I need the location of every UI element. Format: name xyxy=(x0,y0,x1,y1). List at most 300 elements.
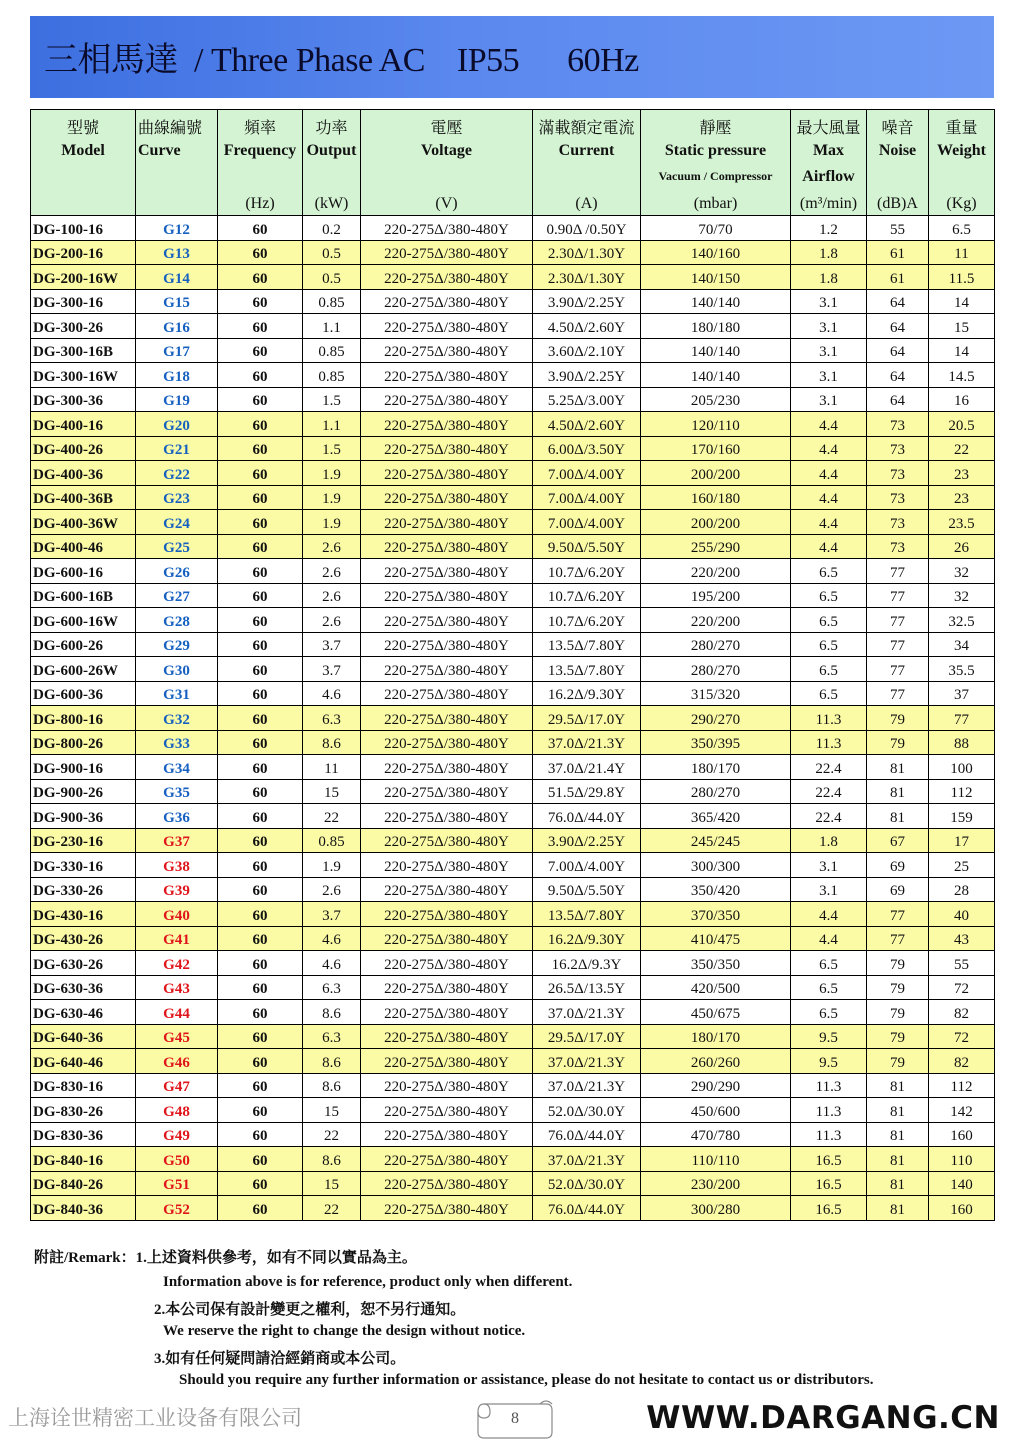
weight-cell: 112 xyxy=(929,779,995,804)
noise-cell: 79 xyxy=(867,951,929,976)
table-row xyxy=(31,289,995,314)
weight-cell: 110 xyxy=(929,1147,995,1172)
frequency-cell: 60 xyxy=(218,632,303,657)
table-row xyxy=(31,387,995,412)
model-cell: DG-600-26 xyxy=(31,632,136,657)
output-cell: 1.1 xyxy=(303,314,361,339)
model-cell: DG-330-26 xyxy=(31,877,136,902)
pressure-cell: 200/200 xyxy=(641,461,791,486)
curve-cell: G32 xyxy=(136,706,218,731)
pressure-cell: 140/150 xyxy=(641,265,791,290)
current-cell: 7.00Δ/4.00Y xyxy=(533,485,641,510)
frequency-cell: 60 xyxy=(218,804,303,829)
output-cell: 2.6 xyxy=(303,583,361,608)
table-row xyxy=(31,951,995,976)
output-cell: 2.6 xyxy=(303,877,361,902)
col-header-voltage: 電壓 Voltage (V) xyxy=(361,110,533,216)
weight-cell: 82 xyxy=(929,1000,995,1025)
pressure-cell: 300/280 xyxy=(641,1196,791,1221)
curve-cell: G27 xyxy=(136,583,218,608)
model-cell: DG-630-46 xyxy=(31,1000,136,1025)
output-cell: 1.5 xyxy=(303,387,361,412)
voltage-cell: 220-275Δ/380-480Y xyxy=(361,510,533,535)
pressure-cell: 420/500 xyxy=(641,975,791,1000)
pressure-cell: 220/200 xyxy=(641,608,791,633)
pressure-cell: 450/600 xyxy=(641,1098,791,1123)
frequency-cell: 60 xyxy=(218,240,303,265)
airflow-cell: 3.1 xyxy=(791,363,867,388)
current-cell: 16.2Δ/9.30Y xyxy=(533,926,641,951)
pressure-cell: 200/200 xyxy=(641,510,791,535)
curve-cell: G13 xyxy=(136,240,218,265)
voltage-cell: 220-275Δ/380-480Y xyxy=(361,534,533,559)
noise-cell: 64 xyxy=(867,387,929,412)
airflow-cell: 22.4 xyxy=(791,779,867,804)
weight-cell: 14.5 xyxy=(929,363,995,388)
airflow-cell: 9.5 xyxy=(791,1024,867,1049)
table-row xyxy=(31,681,995,706)
pressure-cell: 280/270 xyxy=(641,779,791,804)
voltage-cell: 220-275Δ/380-480Y xyxy=(361,265,533,290)
current-cell: 13.5Δ/7.80Y xyxy=(533,902,641,927)
table-row xyxy=(31,877,995,902)
curve-cell: G14 xyxy=(136,265,218,290)
current-cell: 0.90Δ /0.50Y xyxy=(533,216,641,241)
current-cell: 37.0Δ/21.4Y xyxy=(533,755,641,780)
frequency-cell: 60 xyxy=(218,387,303,412)
output-cell: 6.3 xyxy=(303,706,361,731)
table-row xyxy=(31,265,995,290)
noise-cell: 73 xyxy=(867,412,929,437)
noise-cell: 79 xyxy=(867,706,929,731)
table-row xyxy=(31,583,995,608)
curve-cell: G51 xyxy=(136,1171,218,1196)
curve-cell: G39 xyxy=(136,877,218,902)
current-cell: 13.5Δ/7.80Y xyxy=(533,657,641,682)
pressure-cell: 370/350 xyxy=(641,902,791,927)
curve-cell: G43 xyxy=(136,975,218,1000)
noise-cell: 77 xyxy=(867,681,929,706)
voltage-cell: 220-275Δ/380-480Y xyxy=(361,730,533,755)
table-row xyxy=(31,730,995,755)
airflow-cell: 6.5 xyxy=(791,583,867,608)
voltage-cell: 220-275Δ/380-480Y xyxy=(361,804,533,829)
remark-3-zh: 3.如有任何疑問請洽經銷商或本公司。 xyxy=(154,1351,406,1367)
table-row xyxy=(31,1024,995,1049)
pressure-cell: 260/260 xyxy=(641,1049,791,1074)
noise-cell: 77 xyxy=(867,632,929,657)
frequency-cell: 60 xyxy=(218,681,303,706)
frequency-cell: 60 xyxy=(218,755,303,780)
curve-cell: G45 xyxy=(136,1024,218,1049)
current-cell: 7.00Δ/4.00Y xyxy=(533,510,641,535)
airflow-cell: 3.1 xyxy=(791,387,867,412)
curve-cell: G16 xyxy=(136,314,218,339)
noise-cell: 73 xyxy=(867,436,929,461)
table-row xyxy=(31,412,995,437)
noise-cell: 79 xyxy=(867,730,929,755)
curve-cell: G15 xyxy=(136,289,218,314)
airflow-cell: 3.1 xyxy=(791,314,867,339)
current-cell: 10.7Δ/6.20Y xyxy=(533,608,641,633)
airflow-cell: 16.5 xyxy=(791,1147,867,1172)
col-header-airflow: 最大風量 Max Airflow (m³/min) xyxy=(791,110,867,216)
table-row xyxy=(31,510,995,535)
current-cell: 16.2Δ/9.3Y xyxy=(533,951,641,976)
model-cell: DG-300-16 xyxy=(31,289,136,314)
airflow-cell: 4.4 xyxy=(791,926,867,951)
pressure-cell: 350/395 xyxy=(641,730,791,755)
pressure-cell: 245/245 xyxy=(641,828,791,853)
model-cell: DG-200-16 xyxy=(31,240,136,265)
frequency-cell: 60 xyxy=(218,485,303,510)
curve-cell: G44 xyxy=(136,1000,218,1025)
weight-cell: 82 xyxy=(929,1049,995,1074)
output-cell: 3.7 xyxy=(303,657,361,682)
frequency-cell: 60 xyxy=(218,706,303,731)
voltage-cell: 220-275Δ/380-480Y xyxy=(361,657,533,682)
pressure-cell: 220/200 xyxy=(641,559,791,584)
current-cell: 51.5Δ/29.8Y xyxy=(533,779,641,804)
voltage-cell: 220-275Δ/380-480Y xyxy=(361,461,533,486)
page-title: 三相馬達 / Three Phase AC IP55 60Hz xyxy=(44,42,639,79)
pressure-cell: 470/780 xyxy=(641,1122,791,1147)
weight-cell: 6.5 xyxy=(929,216,995,241)
pressure-cell: 180/170 xyxy=(641,1024,791,1049)
frequency-cell: 60 xyxy=(218,534,303,559)
pressure-cell: 450/675 xyxy=(641,1000,791,1025)
curve-cell: G34 xyxy=(136,755,218,780)
output-cell: 4.6 xyxy=(303,951,361,976)
output-cell: 2.6 xyxy=(303,534,361,559)
weight-cell: 15 xyxy=(929,314,995,339)
output-cell: 0.5 xyxy=(303,265,361,290)
curve-cell: G21 xyxy=(136,436,218,461)
curve-cell: G50 xyxy=(136,1147,218,1172)
current-cell: 13.5Δ/7.80Y xyxy=(533,632,641,657)
frequency-cell: 60 xyxy=(218,951,303,976)
pressure-cell: 140/140 xyxy=(641,363,791,388)
voltage-cell: 220-275Δ/380-480Y xyxy=(361,1147,533,1172)
curve-cell: G12 xyxy=(136,216,218,241)
model-cell: DG-900-26 xyxy=(31,779,136,804)
current-cell: 37.0Δ/21.3Y xyxy=(533,1147,641,1172)
voltage-cell: 220-275Δ/380-480Y xyxy=(361,1049,533,1074)
voltage-cell: 220-275Δ/380-480Y xyxy=(361,951,533,976)
airflow-cell: 6.5 xyxy=(791,657,867,682)
frequency-cell: 60 xyxy=(218,338,303,363)
airflow-cell: 3.1 xyxy=(791,877,867,902)
pressure-cell: 410/475 xyxy=(641,926,791,951)
voltage-cell: 220-275Δ/380-480Y xyxy=(361,387,533,412)
frequency-cell: 60 xyxy=(218,1147,303,1172)
output-cell: 1.9 xyxy=(303,510,361,535)
table-row xyxy=(31,706,995,731)
airflow-cell: 9.5 xyxy=(791,1049,867,1074)
company-name: 上海诠世精密工业设备有限公司 xyxy=(8,1406,302,1430)
noise-cell: 77 xyxy=(867,608,929,633)
output-cell: 8.6 xyxy=(303,1147,361,1172)
curve-cell: G22 xyxy=(136,461,218,486)
frequency-cell: 60 xyxy=(218,216,303,241)
weight-cell: 35.5 xyxy=(929,657,995,682)
voltage-cell: 220-275Δ/380-480Y xyxy=(361,632,533,657)
model-cell: DG-400-46 xyxy=(31,534,136,559)
table-row xyxy=(31,436,995,461)
output-cell: 15 xyxy=(303,779,361,804)
title-banner xyxy=(30,16,994,98)
curve-cell: G38 xyxy=(136,853,218,878)
curve-cell: G40 xyxy=(136,902,218,927)
weight-cell: 20.5 xyxy=(929,412,995,437)
airflow-cell: 6.5 xyxy=(791,951,867,976)
frequency-cell: 60 xyxy=(218,730,303,755)
voltage-cell: 220-275Δ/380-480Y xyxy=(361,608,533,633)
weight-cell: 72 xyxy=(929,975,995,1000)
weight-cell: 100 xyxy=(929,755,995,780)
model-cell: DG-600-16 xyxy=(31,559,136,584)
col-header-model: 型號 Model xyxy=(31,110,136,216)
noise-cell: 77 xyxy=(867,902,929,927)
pressure-cell: 255/290 xyxy=(641,534,791,559)
weight-cell: 14 xyxy=(929,289,995,314)
noise-cell: 69 xyxy=(867,853,929,878)
output-cell: 2.6 xyxy=(303,608,361,633)
voltage-cell: 220-275Δ/380-480Y xyxy=(361,779,533,804)
frequency-cell: 60 xyxy=(218,1000,303,1025)
airflow-cell: 22.4 xyxy=(791,755,867,780)
frequency-cell: 60 xyxy=(218,583,303,608)
table-row xyxy=(31,853,995,878)
airflow-cell: 1.8 xyxy=(791,828,867,853)
weight-cell: 142 xyxy=(929,1098,995,1123)
table-row xyxy=(31,755,995,780)
current-cell: 2.30Δ/1.30Y xyxy=(533,265,641,290)
airflow-cell: 11.3 xyxy=(791,706,867,731)
pressure-cell: 280/270 xyxy=(641,632,791,657)
airflow-cell: 1.8 xyxy=(791,265,867,290)
noise-cell: 64 xyxy=(867,314,929,339)
pressure-cell: 120/110 xyxy=(641,412,791,437)
model-cell: DG-300-26 xyxy=(31,314,136,339)
frequency-cell: 60 xyxy=(218,1024,303,1049)
airflow-cell: 6.5 xyxy=(791,559,867,584)
airflow-cell: 3.1 xyxy=(791,853,867,878)
curve-cell: G52 xyxy=(136,1196,218,1221)
table-row xyxy=(31,534,995,559)
output-cell: 1.9 xyxy=(303,853,361,878)
current-cell: 6.00Δ/3.50Y xyxy=(533,436,641,461)
frequency-cell: 60 xyxy=(218,510,303,535)
table-row xyxy=(31,975,995,1000)
curve-cell: G30 xyxy=(136,657,218,682)
current-cell: 52.0Δ/30.0Y xyxy=(533,1171,641,1196)
current-cell: 9.50Δ/5.50Y xyxy=(533,877,641,902)
model-cell: DG-400-16 xyxy=(31,412,136,437)
frequency-cell: 60 xyxy=(218,412,303,437)
table-row xyxy=(31,485,995,510)
noise-cell: 79 xyxy=(867,1000,929,1025)
pressure-cell: 180/180 xyxy=(641,314,791,339)
voltage-cell: 220-275Δ/380-480Y xyxy=(361,877,533,902)
curve-cell: G23 xyxy=(136,485,218,510)
weight-cell: 22 xyxy=(929,436,995,461)
model-cell: DG-830-36 xyxy=(31,1122,136,1147)
output-cell: 6.3 xyxy=(303,975,361,1000)
website-url: WWW.DARGANG.CN xyxy=(646,1400,1000,1436)
noise-cell: 81 xyxy=(867,1122,929,1147)
model-cell: DG-330-16 xyxy=(31,853,136,878)
table-row xyxy=(31,632,995,657)
frequency-cell: 60 xyxy=(218,926,303,951)
voltage-cell: 220-275Δ/380-480Y xyxy=(361,1098,533,1123)
curve-cell: G36 xyxy=(136,804,218,829)
col-header-output: 功率 Output (kW) xyxy=(303,110,361,216)
weight-cell: 112 xyxy=(929,1073,995,1098)
remark-3-en: Should you require any further information or assistance, please do not hesitate to contact us or distributors. xyxy=(179,1372,874,1388)
output-cell: 0.85 xyxy=(303,338,361,363)
weight-cell: 23.5 xyxy=(929,510,995,535)
table-row xyxy=(31,1049,995,1074)
frequency-cell: 60 xyxy=(218,1073,303,1098)
model-cell: DG-300-16W xyxy=(31,363,136,388)
output-cell: 22 xyxy=(303,1196,361,1221)
pressure-cell: 365/420 xyxy=(641,804,791,829)
noise-cell: 77 xyxy=(867,926,929,951)
output-cell: 1.9 xyxy=(303,485,361,510)
airflow-cell: 1.8 xyxy=(791,240,867,265)
current-cell: 10.7Δ/6.20Y xyxy=(533,583,641,608)
airflow-cell: 11.3 xyxy=(791,1122,867,1147)
curve-cell: G20 xyxy=(136,412,218,437)
model-cell: DG-400-36W xyxy=(31,510,136,535)
frequency-cell: 60 xyxy=(218,265,303,290)
curve-cell: G41 xyxy=(136,926,218,951)
noise-cell: 81 xyxy=(867,804,929,829)
airflow-cell: 11.3 xyxy=(791,1098,867,1123)
frequency-cell: 60 xyxy=(218,314,303,339)
model-cell: DG-200-16W xyxy=(31,265,136,290)
table-row xyxy=(31,216,995,241)
col-header-weight: 重量 Weight (Kg) xyxy=(929,110,995,216)
weight-cell: 23 xyxy=(929,461,995,486)
output-cell: 22 xyxy=(303,804,361,829)
weight-cell: 32 xyxy=(929,583,995,608)
voltage-cell: 220-275Δ/380-480Y xyxy=(361,1171,533,1196)
model-cell: DG-230-16 xyxy=(31,828,136,853)
frequency-cell: 60 xyxy=(218,657,303,682)
airflow-cell: 11.3 xyxy=(791,1073,867,1098)
frequency-cell: 60 xyxy=(218,877,303,902)
current-cell: 3.90Δ/2.25Y xyxy=(533,363,641,388)
noise-cell: 81 xyxy=(867,755,929,780)
model-cell: DG-830-16 xyxy=(31,1073,136,1098)
frequency-cell: 60 xyxy=(218,436,303,461)
weight-cell: 32 xyxy=(929,559,995,584)
noise-cell: 81 xyxy=(867,1171,929,1196)
current-cell: 4.50Δ/2.60Y xyxy=(533,412,641,437)
model-cell: DG-840-26 xyxy=(31,1171,136,1196)
curve-cell: G24 xyxy=(136,510,218,535)
weight-cell: 26 xyxy=(929,534,995,559)
voltage-cell: 220-275Δ/380-480Y xyxy=(361,1196,533,1221)
weight-cell: 25 xyxy=(929,853,995,878)
table-row xyxy=(31,1196,995,1221)
noise-cell: 55 xyxy=(867,216,929,241)
curve-cell: G46 xyxy=(136,1049,218,1074)
remark-2-zh: 2.本公司保有設計變更之權利，恕不另行通知。 xyxy=(154,1302,466,1318)
curve-cell: G48 xyxy=(136,1098,218,1123)
noise-cell: 64 xyxy=(867,289,929,314)
model-cell: DG-300-16B xyxy=(31,338,136,363)
weight-cell: 17 xyxy=(929,828,995,853)
noise-cell: 81 xyxy=(867,1098,929,1123)
output-cell: 8.6 xyxy=(303,730,361,755)
voltage-cell: 220-275Δ/380-480Y xyxy=(361,559,533,584)
output-cell: 8.6 xyxy=(303,1073,361,1098)
pressure-cell: 170/160 xyxy=(641,436,791,461)
output-cell: 6.3 xyxy=(303,1024,361,1049)
model-cell: DG-400-36 xyxy=(31,461,136,486)
model-cell: DG-600-16W xyxy=(31,608,136,633)
table-row xyxy=(31,779,995,804)
frequency-cell: 60 xyxy=(218,1049,303,1074)
voltage-cell: 220-275Δ/380-480Y xyxy=(361,828,533,853)
current-cell: 29.5Δ/17.0Y xyxy=(533,1024,641,1049)
weight-cell: 160 xyxy=(929,1122,995,1147)
frequency-cell: 60 xyxy=(218,1098,303,1123)
spec-table xyxy=(30,109,995,1221)
noise-cell: 61 xyxy=(867,265,929,290)
curve-cell: G49 xyxy=(136,1122,218,1147)
noise-cell: 77 xyxy=(867,559,929,584)
model-cell: DG-900-36 xyxy=(31,804,136,829)
airflow-cell: 3.1 xyxy=(791,289,867,314)
table-row xyxy=(31,657,995,682)
voltage-cell: 220-275Δ/380-480Y xyxy=(361,240,533,265)
current-cell: 16.2Δ/9.30Y xyxy=(533,681,641,706)
output-cell: 4.6 xyxy=(303,681,361,706)
table-row xyxy=(31,1171,995,1196)
table-row xyxy=(31,828,995,853)
table-row xyxy=(31,1098,995,1123)
noise-cell: 79 xyxy=(867,1049,929,1074)
noise-cell: 81 xyxy=(867,1196,929,1221)
airflow-cell: 4.4 xyxy=(791,485,867,510)
frequency-cell: 60 xyxy=(218,608,303,633)
pressure-cell: 300/300 xyxy=(641,853,791,878)
output-cell: 11 xyxy=(303,755,361,780)
table-row xyxy=(31,804,995,829)
noise-cell: 73 xyxy=(867,461,929,486)
pressure-cell: 140/160 xyxy=(641,240,791,265)
pressure-cell: 205/230 xyxy=(641,387,791,412)
voltage-cell: 220-275Δ/380-480Y xyxy=(361,926,533,951)
airflow-cell: 6.5 xyxy=(791,1000,867,1025)
weight-cell: 40 xyxy=(929,902,995,927)
airflow-cell: 4.4 xyxy=(791,412,867,437)
current-cell: 3.90Δ/2.25Y xyxy=(533,828,641,853)
page-number: 8 xyxy=(511,1410,519,1427)
model-cell: DG-840-16 xyxy=(31,1147,136,1172)
table-row xyxy=(31,926,995,951)
weight-cell: 140 xyxy=(929,1171,995,1196)
noise-cell: 73 xyxy=(867,510,929,535)
voltage-cell: 220-275Δ/380-480Y xyxy=(361,363,533,388)
noise-cell: 81 xyxy=(867,1147,929,1172)
weight-cell: 88 xyxy=(929,730,995,755)
frequency-cell: 60 xyxy=(218,828,303,853)
